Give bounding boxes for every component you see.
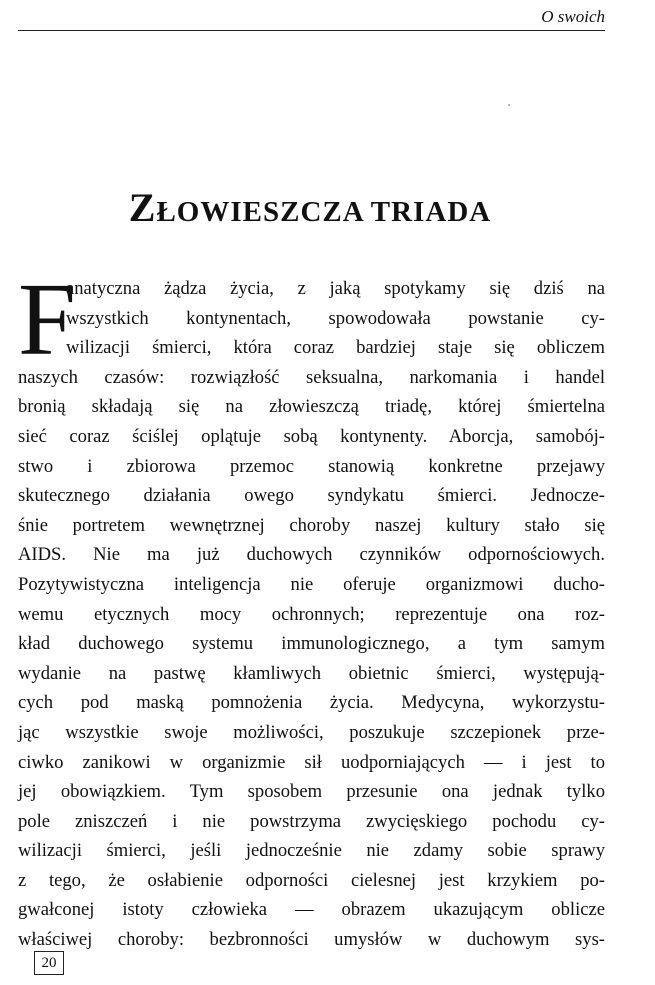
running-header [18,6,605,31]
text-line: bronią składają się na złowieszczą triadę, której śmiertelna [18,396,605,418]
body-text [18,262,605,955]
drop-cap: F [18,262,76,377]
chapter-title-rest: ŁOWIESZCZA TRIADA [156,196,492,228]
text-line: kład duchowego systemu immunologicznego, a tym samym [18,633,605,655]
page-number-label: 20 [41,955,57,971]
text-line: naszych czasów: rozwiązłość seksualna, narkomania i handel [18,366,605,388]
scan-speck [508,104,510,106]
text-line: z tego, że osłabienie odporności cielesnej jest krzykiem po- [18,869,605,891]
text-line: wilizacji śmierci, jeśli jednocześnie nie zdamy sobie sprawy [18,840,605,862]
text-line: ciwko zanikowi w organizmie sił uodporniających — i jest to [18,751,605,773]
page-number [34,951,64,975]
text-line: właściwej choroby: bezbronności umysłów w duchowym sys- [18,929,605,951]
text-line: wemu etycznych mocy ochronnych; reprezentuje ona roz- [18,603,605,625]
running-title: O swoich [541,7,605,26]
text-line: jąc wszystkie swoje możliwości, poszukuje szczepionek prze- [18,721,605,743]
chapter-title [0,184,620,231]
text-line: śnie portretem wewnętrznej choroby naszej kultury stało się [18,514,605,536]
text-line: wydanie na pastwę kłamliwych obietnic śmierci, występują- [18,662,605,684]
text-line: anatyczna żądza życia, z jaką spotykamy się dziś na [66,278,605,299]
text-line: AIDS. Nie ma już duchowych czynników odpornościowych. [18,544,605,566]
text-line: Pozytywistyczna inteligencja nie oferuje organizmowi ducho- [18,573,605,595]
text-line: gwałconej istoty człowieka — obrazem ukazującym oblicze [18,899,605,921]
text-line: skutecznego działania owego syndykatu śmierci. Jednocze- [18,485,605,507]
chapter-title-initial: Z [128,185,157,230]
text-line: jej obowiązkiem. Tym sposobem przesunie ona jednak tylko [18,781,605,803]
text-line: cych pod maską pomnożenia życia. Medycyna, wykorzystu- [18,692,605,714]
text-line: wilizacji śmierci, która coraz bardziej staje się obliczem [66,337,605,359]
text-line: sieć coraz ściślej oplątuje sobą kontynenty. Aborcja, samobój- [18,425,605,447]
text-line: wszystkich kontynentach, spowodowała powstanie cy- [66,307,605,329]
text-line: pole zniszczeń i nie powstrzyma zwycięskiego pochodu cy- [18,810,605,832]
text-line: stwo i zbiorowa przemoc stanowią konkretne przejawy [18,455,605,477]
